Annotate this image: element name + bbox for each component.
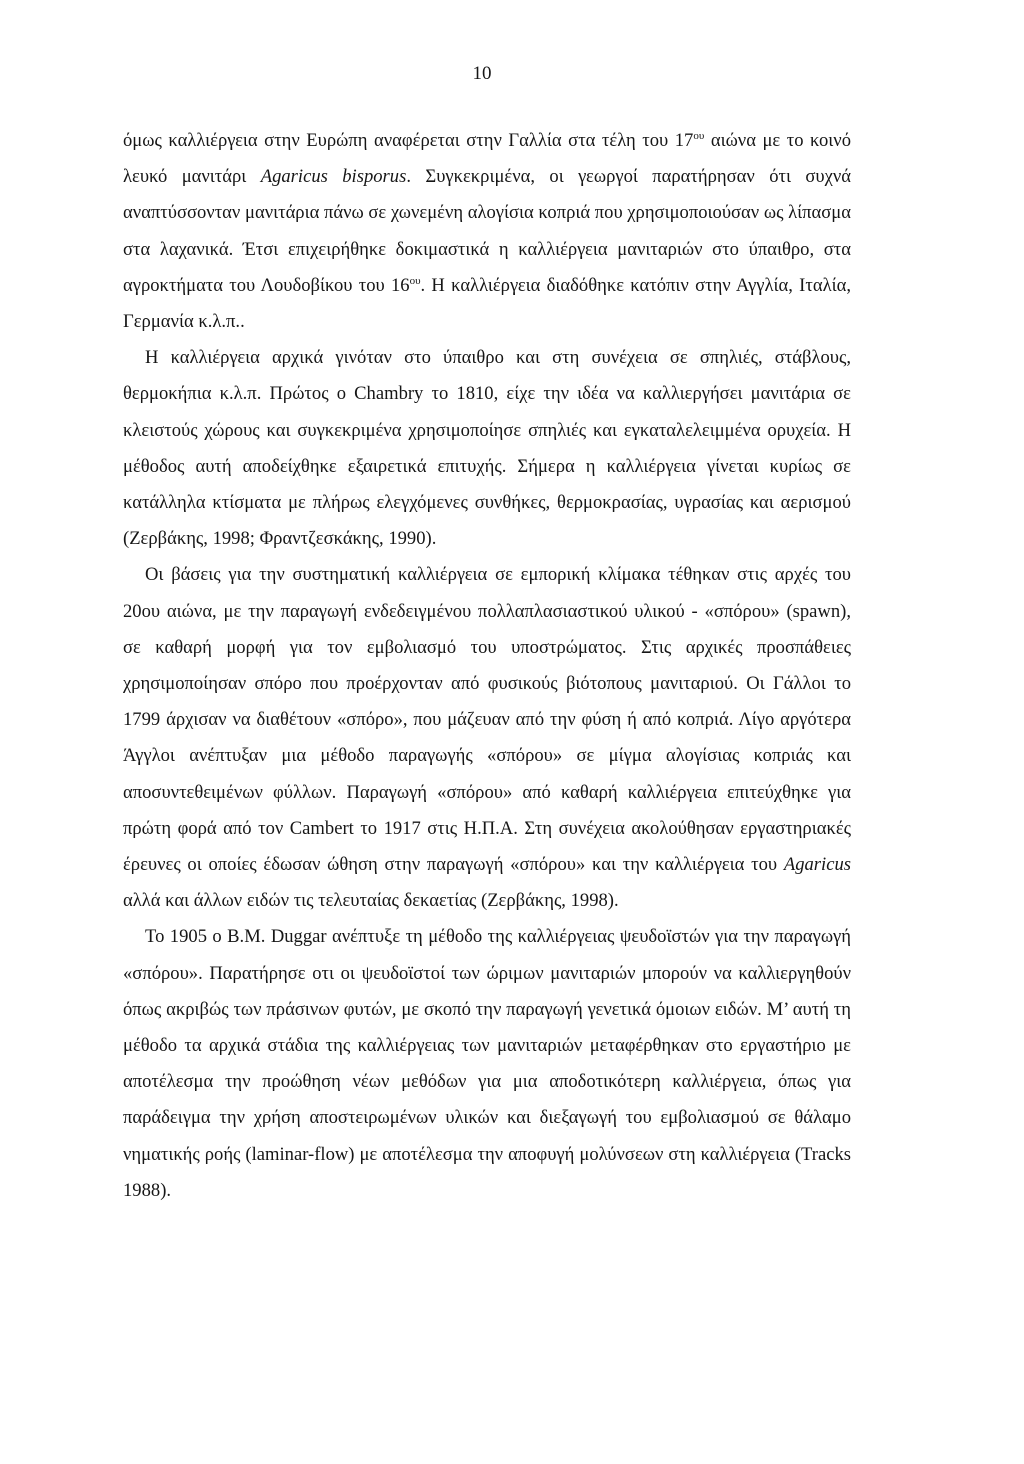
paragraph-1-text-d: . Η καλλιέργεια διαδόθηκε κατόπιν στην Αγγλία, Ιταλία, Γερμανία κ.λ.π.. [123,274,851,333]
superscript-ordinal: ου [693,130,705,142]
paragraph-1-text-c: . Συγκεκριμένα, οι γεωργοί παρατήρησαν ότι συχνά αναπτύσσονταν μανιτάρια πάνω σε χωνεμένη αλογίσια κοπριά που χρησιμοποιούσαν ως λίπασμα στα λαχανικά. Έτσι επιχειρήθηκε δοκιμαστικά η καλλιέργεια μανιταριών στο ύπαιθρο, στα αγροκτήματα του Λουδοβίκου του 16 [123,166,851,296]
page-number: 10 [472,63,492,84]
species-name-italic: Agaricus bisporus [260,166,407,188]
superscript-ordinal: ου [409,274,421,287]
paragraph-1 [123,123,851,340]
body-text [123,123,851,1209]
paragraph-1-text-a: όμως καλλιέργεια στην Ευρώπη αναφέρεται στην Γαλλία στα τέλη του 17 [123,130,694,151]
paragraph-3-text-b: αλλά και άλλων ειδών τις τελευταίας δεκαετίας (Ζερβάκης, 1998). [123,890,619,912]
genus-name-italic: Agaricus [783,854,851,876]
paragraph-3-text-a: Οι βάσεις για την συστηματική καλλιέργεια σε εμπορική κλίμακα τέθηκαν στις αρχές του 20ου αιώνα, με την παραγωγή ενδεδειγμένου πολλαπλασιαστικού υλικού - «σπόρου» (spawn), σε καθαρή μορφή για τον εμβολιασμό του υποστρώματος. Στις αρχικές προσπάθειες χρησιμοποίησαν σπόρο που προέρχονταν από φυσικούς βιότοπους μανιταριού. Οι Γάλλοι το 1799 άρχισαν να διαθέτουν «σπόρο», που μάζευαν από την φύση ή από κοπριά. Λίγο αργότερα Άγγλοι ανέπτυξαν μια μέθοδο παραγωγής «σπόρου» σε μίγμα αλογίσιας κοπριάς και αποσυντεθειμένων φύλλων. Παραγωγή «σπόρου» από καθαρή καλλιέργεια επιτεύχθηκε για πρώτη φορά από τον Cambert το 1917 στις Η.Π.Α. Στη συνέχεια ακολούθησαν εργαστηριακές έρευνες οι οποίες έδωσαν ώθηση στην παραγωγή «σπόρου» και την καλλιέργεια του [123,564,851,876]
paragraph-1-text-b: αιώνα με το κοινό λευκό μανιτάρι [123,130,851,188]
paragraph-2: Η καλλιέργεια αρχικά γινόταν στο ύπαιθρο και στη συνέχεια σε σπηλιές, στάβλους, θερμοκήπια κ.λ.π. Πρώτος ο Chambry το 1810, είχε την ιδέα να καλλιεργήσει μανιτάρια σε κλειστούς χώρους και συγκεκριμένα χρησιμοποίησε σπηλιές και εγκαταλελειμμένα ορυχεία. Η μέθοδος αυτή αποδείχθηκε εξαιρετικά επιτυχής. Σήμερα η καλλιέργεια γίνεται κυρίως σε κατάλληλα κτίσματα με πλήρως ελεγχόμενες συνθήκες, θερμοκρασίας, υγρασίας και αερισμού (Ζερβάκης, 1998; Φραντζεσκάκης, 1990). [123,347,851,550]
paragraph-3 [123,557,851,919]
paragraph-4: Το 1905 ο Β.Μ. Duggar ανέπτυξε τη μέθοδο της καλλιέργειας ψευδοϊστών για την παραγωγή «σπόρου». Παρατήρησε οτι οι ψευδοϊστοί των ώριμων μανιταριών μπορούν να καλλιεργηθούν όπως ακριβώς των πράσινων φυτών, με σκοπό την παραγωγή γενετικά όμοιων ειδών. Μ’ αυτή τη μέθοδο τα αρχικά στάδια της καλλιέργειας των μανιταριών μεταφέρθηκαν στο εργαστήριο με αποτέλεσμα την προώθηση νέων μεθόδων για μια αποδοτικότερη καλλιέργεια, όπως για παράδειγμα την χρήση αποστειρωμένων υλικών και διεξαγωγή του εμβολιασμού σε θάλαμο νηματικής ροής (laminar-flow) με αποτέλεσμα την αποφυγή μολύνσεων στη καλλιέργεια (Tracks 1988). [123,926,851,1201]
